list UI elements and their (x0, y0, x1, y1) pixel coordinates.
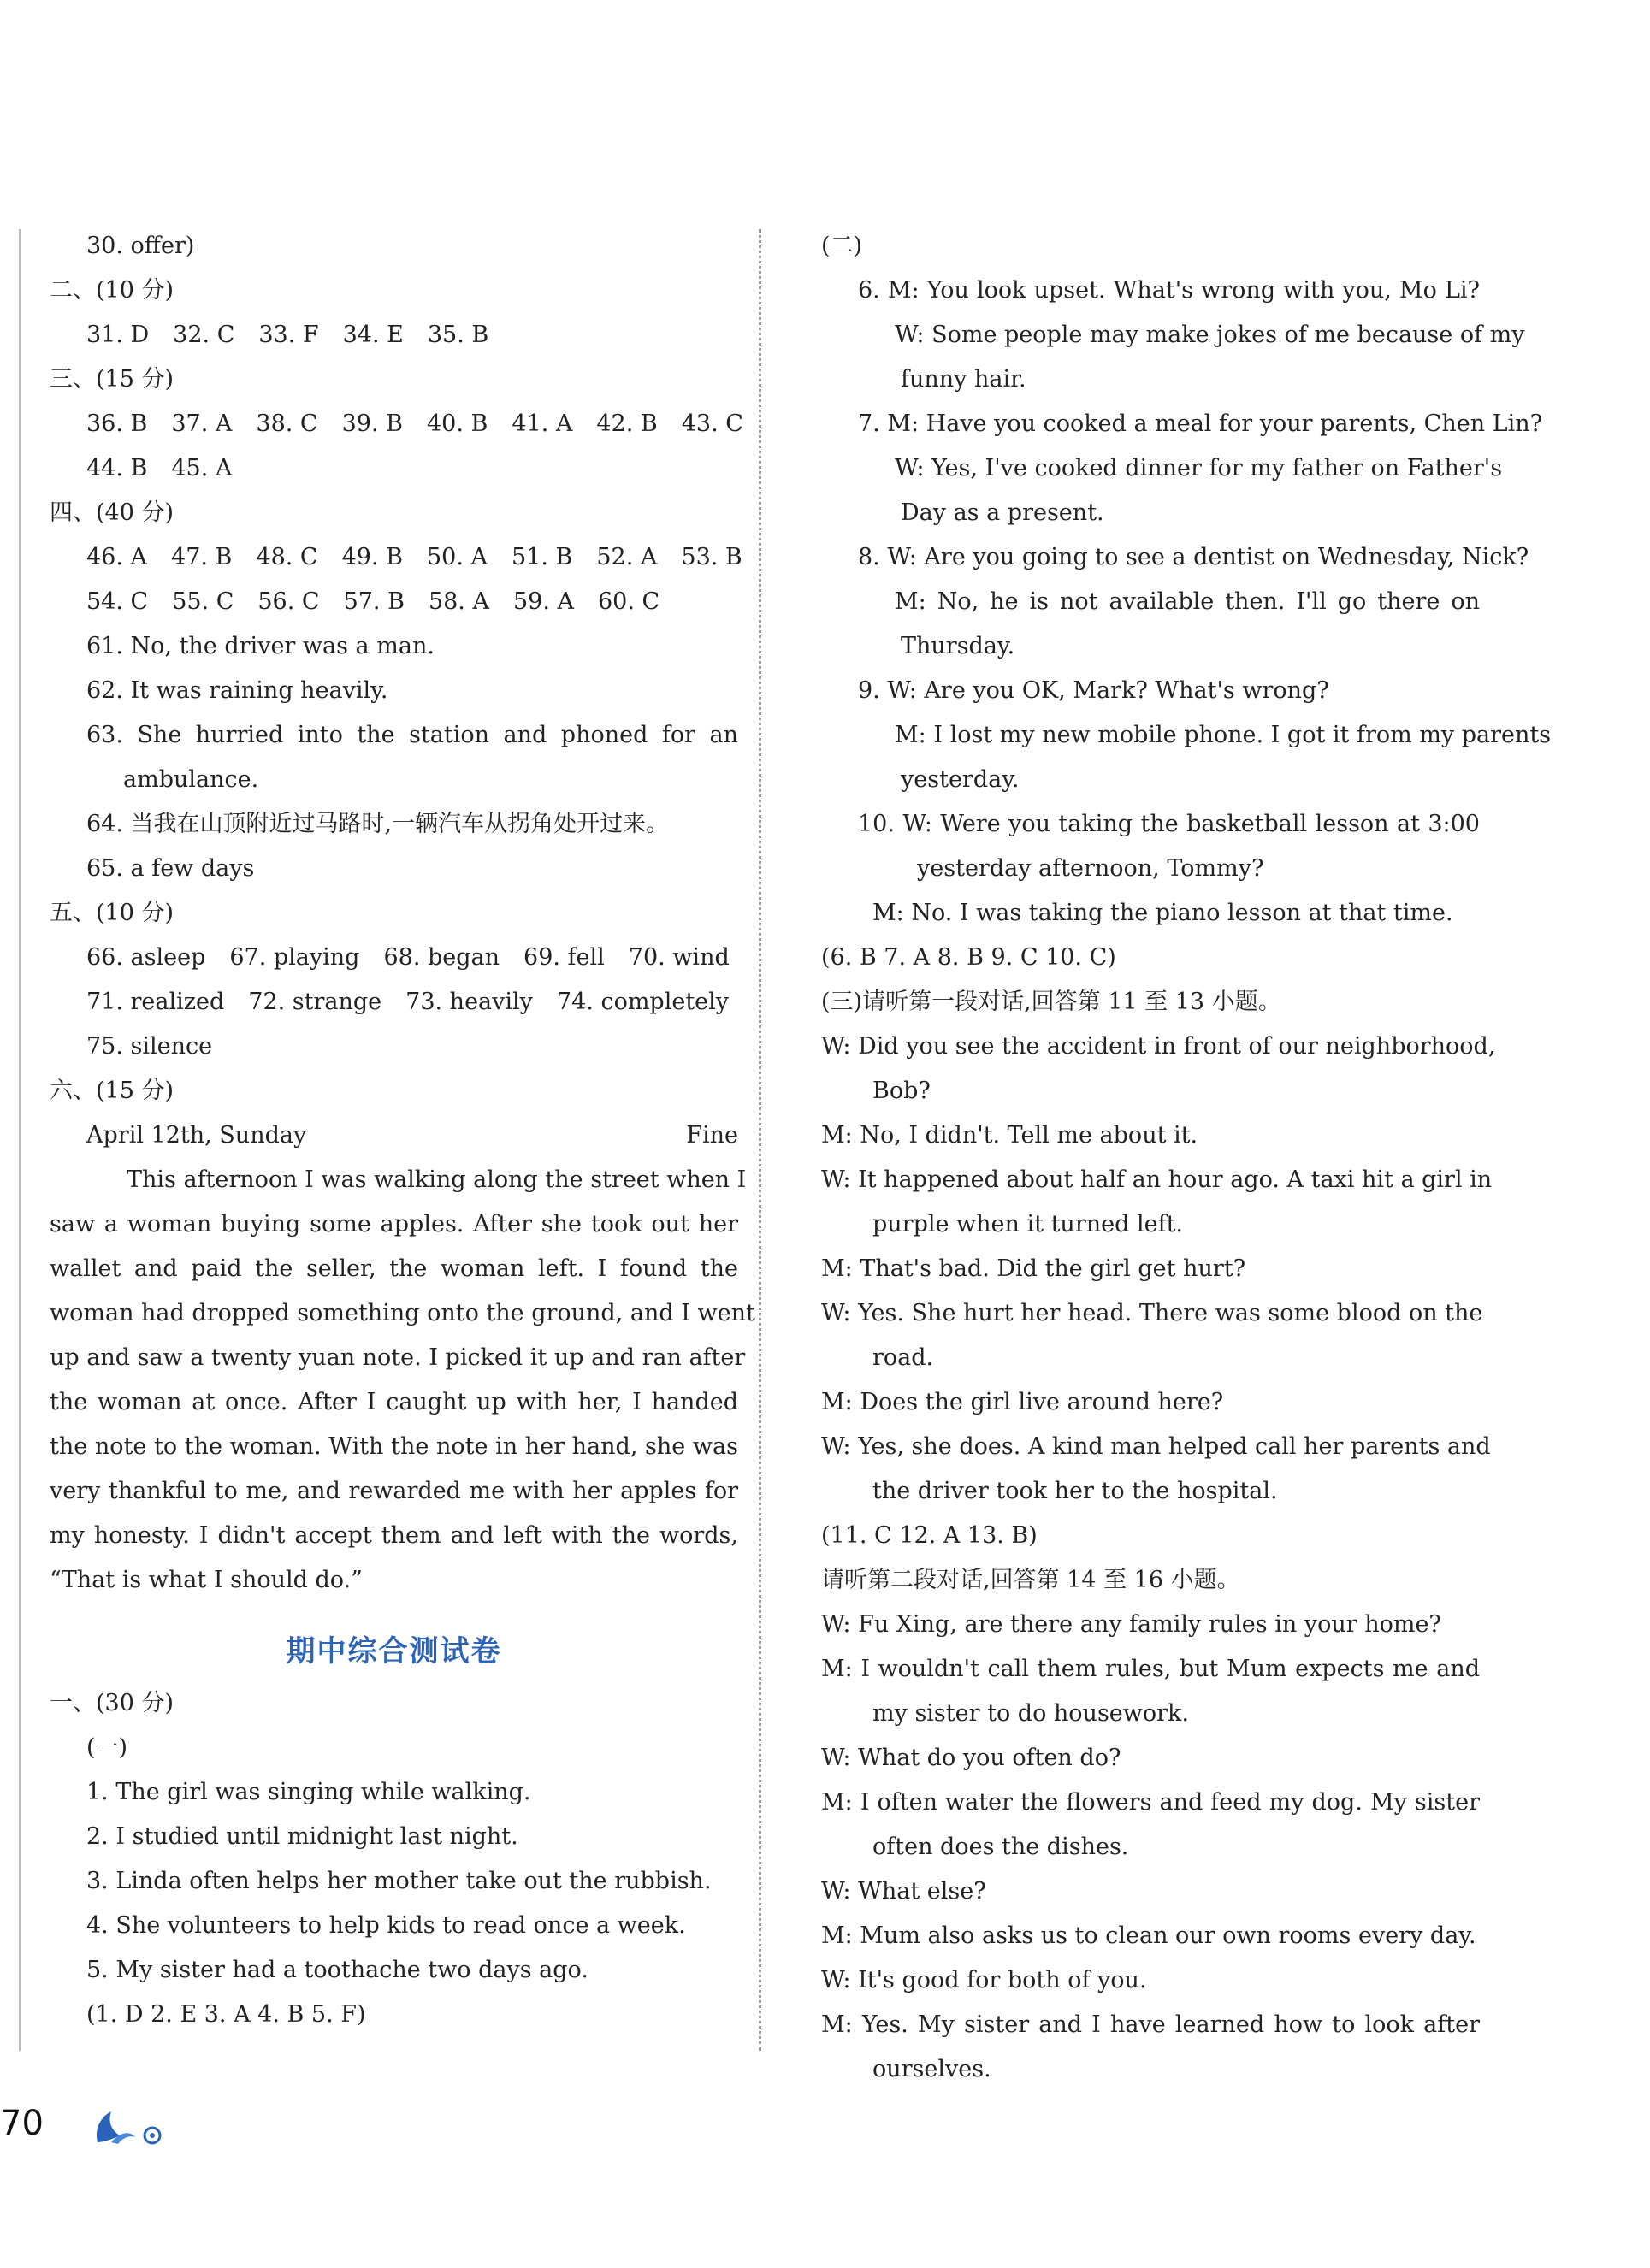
answer-item: 42. B (596, 410, 658, 437)
dialog-10-line-1: 10. W: Were you taking the basketball lesson at 3:00 (858, 811, 1480, 837)
answer-item: 41. A (512, 410, 573, 437)
dialog-9-line-1: 9. W: Are you OK, Mark? What's wrong? (858, 677, 1329, 704)
answer-item: 48. C (256, 544, 318, 570)
conversation-1-line-3b: purple when it turned left. (872, 1211, 1183, 1237)
conversation-2-line-5: W: What else? (821, 1878, 986, 1905)
diary-header (50, 1113, 738, 1158)
diary-line: very thankful to me, and rewarded me with her apples for (50, 1478, 738, 1504)
right-column (821, 224, 1552, 2092)
midterm-q1: 1. The girl was singing while walking. (86, 1779, 531, 1805)
answer-item: 51. B (512, 544, 573, 570)
section-2-answers (50, 313, 738, 357)
diary-line: the note to the woman. With the note in her hand, she was (50, 1433, 738, 1460)
diary-line: saw a woman buying some apples. After she took out her (50, 1211, 738, 1237)
dialog-8-line-3: Thursday. (901, 633, 1015, 659)
conversation-1-line-6: M: Does the girl live around here? (821, 1389, 1224, 1415)
diary-weather: Fine (686, 1122, 738, 1149)
answer-30: 30. offer) (86, 233, 195, 259)
column-divider (759, 229, 761, 2051)
answers-11-13: (11. C 12. A 13. B) (821, 1522, 1038, 1549)
dialog-7-line-2: W: Yes, I've cooked dinner for my father on Father's (895, 455, 1503, 481)
subsection-4-heading: 请听第二段对话,回答第 14 至 16 小题。 (821, 1567, 1240, 1593)
answer-item: 57. B (343, 588, 405, 615)
answer-item: 56. C (257, 588, 320, 615)
dialog-6-line-2: W: Some people may make jokes of me because of my (895, 322, 1525, 348)
conversation-2-line-6: M: Mum also asks us to clean our own rooms every day. (821, 1922, 1476, 1949)
answer-item: 70. wind (628, 944, 730, 971)
answer-item: 54. C (86, 588, 149, 615)
answer-item: 36. B (86, 410, 148, 437)
midterm-q4: 4. She volunteers to help kids to read once a week. (86, 1912, 686, 1939)
answer-item: 72. strange (248, 989, 382, 1015)
conversation-1-line-4: M: That's bad. Did the girl get hurt? (821, 1255, 1246, 1282)
answer-item: 47. B (171, 544, 233, 570)
answer-item: 45. A (171, 455, 233, 481)
conversation-1-line-1: W: Did you see the accident in front of our neighborhood, (821, 1033, 1496, 1060)
answer-item: 58. A (428, 588, 489, 615)
midterm-answers-1: (1. D 2. E 3. A 4. B 5. F) (86, 2001, 366, 2028)
answer-item: 59. A (512, 588, 574, 615)
conversation-1-line-1b: Bob? (872, 1078, 931, 1104)
answer-62: 62. It was raining heavily. (86, 677, 388, 704)
conversation-2-line-2: M: I wouldn't call them rules, but Mum expects me and (821, 1656, 1480, 1682)
answer-item: 37. A (171, 410, 233, 437)
dialog-8-line-2: M: No, he is not available then. I'll go there on (895, 588, 1480, 615)
answer-65: 65. a few days (86, 855, 255, 882)
dialog-9-line-2: M: I lost my new mobile phone. I got it from my parents (895, 722, 1552, 748)
midterm-q2: 2. I studied until midnight last night. (86, 1823, 518, 1850)
section-4-answers-row1 (50, 535, 742, 580)
dialog-7-line-3: Day as a present. (901, 499, 1104, 526)
answer-item: 73. heavily (405, 989, 533, 1015)
diary-line: This afternoon I was walking along the street when I (127, 1166, 747, 1193)
answer-item: 33. F (258, 322, 319, 348)
dialog-7-line-1: 7. M: Have you cooked a meal for your parents, Chen Lin? (858, 410, 1543, 437)
dialog-10-line-3: M: No. I was taking the piano lesson at that time. (872, 900, 1453, 926)
dialog-6-line-3: funny hair. (901, 366, 1026, 393)
dialog-6-line-1: 6. M: You look upset. What's wrong with you, Mo Li? (858, 277, 1480, 304)
answer-64: 64. 当我在山顶附近过马路时,一辆汽车从拐角处开过来。 (86, 811, 670, 837)
conversation-1-line-5: W: Yes. She hurt her head. There was some blood on the (821, 1300, 1483, 1326)
answer-item: 68. began (383, 944, 500, 971)
subsection-2-heading: (二) (821, 233, 863, 259)
conversation-2-line-8b: ourselves. (872, 2056, 991, 2082)
conversation-2-line-3: W: What do you often do? (821, 1745, 1121, 1771)
answer-item: 35. B (427, 322, 489, 348)
page-number: 70 (0, 2104, 44, 2143)
answer-item: 60. C (598, 588, 660, 615)
dialog-8-line-1: 8. W: Are you going to see a dentist on Wednesday, Nick? (858, 544, 1529, 570)
answer-item: 52. A (596, 544, 658, 570)
answer-item: 34. E (342, 322, 404, 348)
diary-body (50, 1158, 755, 1603)
answer-item: 46. A (86, 544, 148, 570)
answer-item: 71. realized (86, 989, 225, 1015)
wave-swirl-logo-icon (86, 2100, 171, 2151)
answer-61: 61. No, the driver was a man. (86, 633, 435, 659)
answers-6-10: (6. B 7. A 8. B 9. C 10. C) (821, 944, 1116, 971)
section-3-answers-row1 (50, 402, 743, 446)
midterm-test-title: 期中综合测试卷 (286, 1634, 502, 1669)
section-6-heading: 六、(15 分) (50, 1078, 174, 1104)
midterm-subsection-1: (一) (86, 1734, 128, 1761)
diary-line: wallet and paid the seller, the woman left. I found the (50, 1255, 738, 1282)
answer-item: 38. C (256, 410, 318, 437)
answer-item: 31. D (86, 322, 150, 348)
answer-63: 63. She hurried into the station and phoned for an (86, 722, 738, 748)
midterm-section-1-heading: 一、(30 分) (50, 1690, 174, 1716)
answer-item: 55. C (172, 588, 234, 615)
conversation-1-line-7b: the driver took her to the hospital. (872, 1478, 1278, 1504)
diary-line: woman had dropped something onto the ground, and I went (50, 1300, 755, 1326)
conversation-2-line-8: M: Yes. My sister and I have learned how to look after (821, 2011, 1480, 2038)
conversation-1-line-3: W: It happened about half an hour ago. A taxi hit a girl in (821, 1166, 1493, 1193)
section-4-heading: 四、(40 分) (50, 499, 174, 526)
answer-63-cont: ambulance. (123, 766, 259, 793)
dialog-9-line-3: yesterday. (901, 766, 1020, 793)
conversation-1-line-7: W: Yes, she does. A kind man helped call her parents and (821, 1433, 1491, 1460)
section-2-heading: 二、(10 分) (50, 277, 174, 304)
dialog-10-line-2: yesterday afternoon, Tommy? (917, 855, 1264, 882)
section-3-answers-row2 (50, 446, 738, 491)
diary-line: up and saw a twenty yuan note. I picked it up and ran after (50, 1344, 746, 1371)
conversation-2-line-2b: my sister to do housework. (872, 1700, 1189, 1727)
answer-item: 50. A (426, 544, 488, 570)
section-4-answers-row2 (50, 580, 738, 624)
conversation-2-line-7: W: It's good for both of you. (821, 1967, 1147, 1993)
answer-item: 67. playing (229, 944, 360, 971)
answer-item: 43. C (681, 410, 743, 437)
answer-item: 32. C (173, 322, 235, 348)
conversation-2-line-1: W: Fu Xing, are there any family rules in your home? (821, 1611, 1441, 1638)
answer-item: 49. B (341, 544, 403, 570)
diary-line: “That is what I should do.” (50, 1567, 363, 1593)
conversation-2-line-4b: often does the dishes. (872, 1834, 1129, 1860)
diary-date: April 12th, Sunday (86, 1122, 307, 1149)
section-5-answers-row2 (50, 980, 738, 1025)
midterm-q3: 3. Linda often helps her mother take out the rubbish. (86, 1868, 712, 1894)
conversation-2-line-4: M: I often water the flowers and feed my dog. My sister (821, 1789, 1480, 1816)
left-column (50, 224, 755, 2037)
left-page-edge (19, 229, 21, 2051)
answer-item: 69. fell (523, 944, 605, 971)
answer-item: 44. B (86, 455, 148, 481)
midterm-q5: 5. My sister had a toothache two days ago. (86, 1957, 588, 1983)
answer-item: 74. completely (556, 989, 730, 1015)
section-5-answer-75: 75. silence (86, 1033, 213, 1060)
conversation-1-line-2: M: No, I didn't. Tell me about it. (821, 1122, 1198, 1149)
subsection-3-heading: (三)请听第一段对话,回答第 11 至 13 小题。 (821, 989, 1281, 1015)
answer-item: 40. B (426, 410, 488, 437)
answer-item: 66. asleep (86, 944, 206, 971)
section-3-heading: 三、(15 分) (50, 366, 174, 393)
section-5-answers-row1 (50, 936, 738, 980)
answer-item: 53. B (681, 544, 742, 570)
section-5-heading: 五、(10 分) (50, 900, 174, 926)
answer-item: 39. B (341, 410, 403, 437)
diary-line: the woman at once. After I caught up with her, I handed (50, 1389, 738, 1415)
conversation-1-line-5b: road. (872, 1344, 934, 1371)
diary-line: my honesty. I didn't accept them and left with the words, (50, 1522, 738, 1549)
